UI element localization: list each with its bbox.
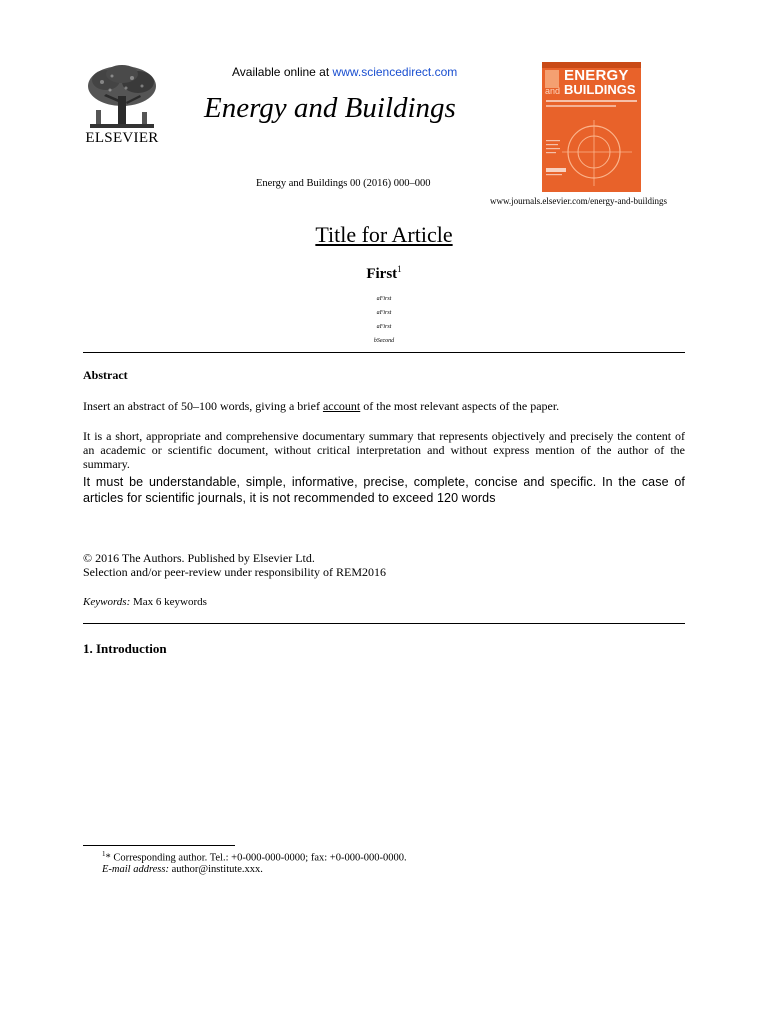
affiliation-1: aFirst (376, 296, 392, 302)
elsevier-logo-text: ELSEVIER (85, 130, 159, 146)
abstract-p1-end: of the most relevant aspects of the paper. (360, 399, 560, 413)
author-text: First (366, 266, 398, 282)
divider-bottom (83, 623, 685, 624)
keywords (83, 596, 207, 608)
affiliation-3: aFirst (376, 324, 392, 330)
abstract-paragraph-3: It must be understandable, simple, informative, precise, complete, concise and specific. In the case of articles for scientific journals, it is not recommended to exceed 120 words (83, 475, 685, 505)
copyright-block (83, 551, 386, 579)
cover-title-line1: ENERGY (564, 67, 629, 84)
peer-review-line: Selection and/or peer-review under responsibility of REM2016 (83, 565, 387, 579)
footnote-corresponding (102, 850, 407, 864)
journal-reference: Energy and Buildings 00 (2016) 000–000 (256, 178, 431, 189)
available-prefix: Available online at (232, 65, 333, 79)
affiliation-2: aFirst (376, 310, 392, 316)
abstract-paragraph-1 (83, 399, 685, 413)
affiliation-4: bSecond (373, 338, 395, 344)
journal-url[interactable]: www.journals.elsevier.com/energy-and-buildings (490, 196, 667, 206)
email-value[interactable]: author@institute.xxx. (168, 864, 263, 875)
abstract-p1-text: Insert an abstract of 50–100 words, giving a brief (83, 399, 323, 413)
footnote-email (102, 864, 263, 875)
copyright-line: © 2016 The Authors. Published by Elsevier Ltd. (83, 551, 315, 565)
abstract-heading: Abstract (83, 368, 128, 382)
elsevier-logo (82, 62, 162, 150)
keywords-label: Keywords: (83, 596, 131, 608)
article-title (0, 222, 768, 248)
author-name (0, 264, 768, 283)
author-sup: 1 (397, 264, 402, 274)
cover-title-prefix: and (545, 86, 561, 96)
footnote-sup: 1 (102, 850, 106, 858)
article-title-text: Title for Article (315, 222, 453, 247)
abstract-paragraph-2: It is a short, appropriate and comprehensive documentary summary that represents objectively and precisely the content of an academic or scientific document, without critical interpretation and without express mention of the author of the summary. (83, 429, 685, 471)
footnote-rule (83, 845, 235, 846)
keywords-value: Max 6 keywords (130, 596, 207, 608)
cover-title-line2: BUILDINGS (564, 82, 636, 97)
available-online (232, 65, 457, 79)
journal-title: Energy and Buildings (204, 92, 456, 124)
email-label: E-mail address: (102, 864, 169, 875)
account-link[interactable]: account (322, 399, 361, 413)
section-heading-introduction: 1. Introduction (83, 641, 167, 656)
footnote-corresponding-text: * Corresponding author. Tel.: +0-000-000-0000; fax: +0-000-000-0000. (105, 852, 407, 864)
sciencedirect-link[interactable]: www.sciencedirect.com (332, 65, 458, 79)
cover-illustration-icon (542, 112, 641, 192)
journal-cover (542, 62, 641, 192)
divider-top (83, 352, 685, 353)
